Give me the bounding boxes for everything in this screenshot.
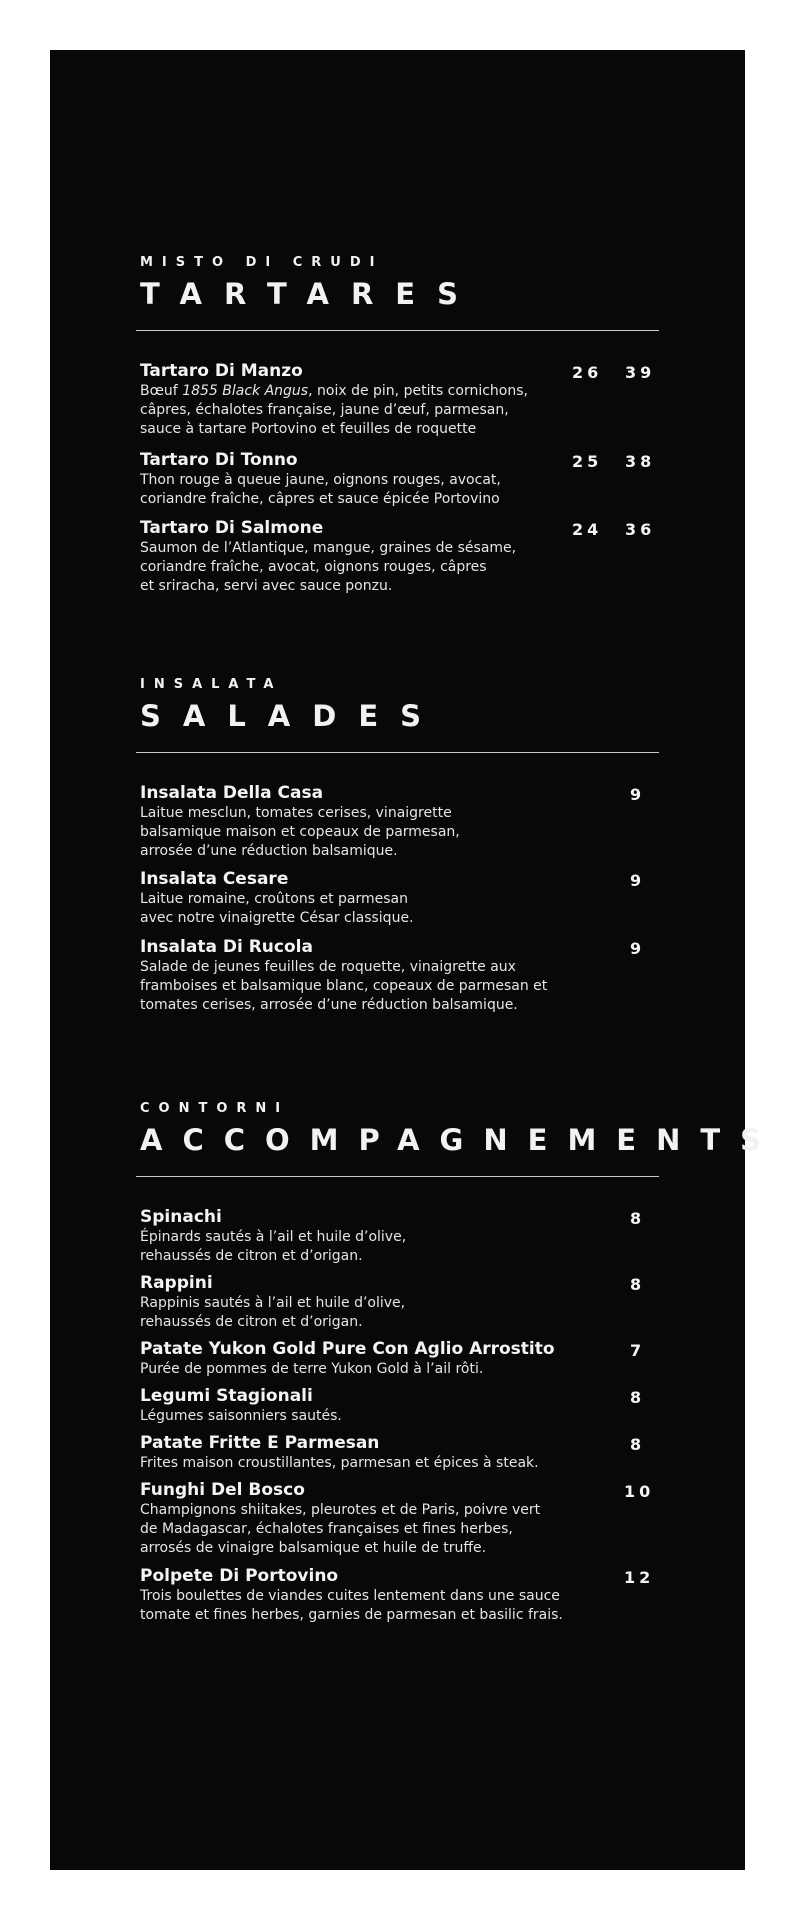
menu-item-tartaro-di-salmone — [140, 518, 665, 596]
item-name: Insalata Di Rucola — [140, 937, 313, 957]
menu-page — [50, 50, 782, 1870]
item-name: Rappini — [140, 1273, 213, 1293]
item-price-small: 26 — [572, 363, 603, 382]
item-name: Funghi Del Bosco — [140, 1480, 305, 1500]
item-description: Légumes saisonniers sautés. — [140, 1408, 342, 1424]
item-price: 8 — [630, 1388, 646, 1407]
section-title: ACCOMPAGNEMENTS — [140, 1123, 782, 1157]
item-description: Laitue romaine, croûtons et parmesan avec notre vinaigrette César classique. — [140, 891, 414, 926]
menu-item-insalata-cesare — [140, 869, 665, 928]
item-name: Legumi Stagionali — [140, 1386, 313, 1406]
item-name: Polpete Di Portovino — [140, 1566, 339, 1586]
item-price: 7 — [630, 1341, 646, 1360]
section-subtitle: INSALATA — [140, 677, 283, 692]
section-tartares — [140, 255, 665, 594]
item-description-emphasis: 1855 Black Angus — [182, 383, 309, 399]
item-price-large: 36 — [625, 520, 656, 539]
menu-item-spinachi — [140, 1207, 665, 1266]
item-price: 9 — [630, 939, 646, 958]
menu-item-legumi-stagionali — [140, 1386, 665, 1426]
item-name: Tartaro Di Tonno — [140, 450, 298, 470]
item-price: 10 — [624, 1482, 655, 1501]
menu-item-polpete-di-portovino — [140, 1566, 665, 1625]
item-price: 12 — [624, 1568, 655, 1587]
item-name: Patate Fritte E Parmesan — [140, 1433, 380, 1453]
item-price: 9 — [630, 871, 646, 890]
item-price: 8 — [630, 1435, 646, 1454]
item-price-large: 39 — [625, 363, 656, 382]
section-title: SALADES — [140, 699, 444, 733]
item-description: Thon rouge à queue jaune, oignons rouges, avocat, coriandre fraîche, câpres et sauce épicée Portovino — [140, 472, 501, 507]
menu-item-tartaro-di-tonno — [140, 450, 665, 509]
item-description: Saumon de l’Atlantique, mangue, graines de sésame, coriandre fraîche, avocat, oignons rouges, câpres et sriracha, servi avec sauce ponzu. — [140, 540, 517, 594]
section-divider — [136, 1176, 659, 1177]
item-description: Purée de pommes de terre Yukon Gold à l’ail rôti. — [140, 1361, 484, 1377]
menu-item-insalata-di-rucola — [140, 937, 665, 1015]
item-description: Champignons shiitakes, pleurotes et de Paris, poivre vert de Madagascar, échalotes françaises et fines herbes, arrosés de vinaigre balsamique et huile de truffe. — [140, 1502, 541, 1556]
item-description: Trois boulettes de viandes cuites lentement dans une sauce tomate et fines herbes, garnies de parmesan et basilic frais. — [140, 1588, 563, 1623]
item-name: Insalata Della Casa — [140, 783, 324, 803]
item-description: Bœuf 1855 Black Angus, noix de pin, petits cornichons, câpres, échalotes française, jaune d’œuf, parmesan, sauce à tartare Portovino et feuilles de roquette — [140, 383, 528, 437]
item-description: Frites maison croustillantes, parmesan et épices à steak. — [140, 1455, 539, 1471]
item-description: Rappinis sautés à l’ail et huile d’olive, rehaussés de citron et d’origan. — [140, 1295, 406, 1330]
section-divider — [136, 330, 659, 331]
section-divider — [136, 752, 659, 753]
menu-item-patate-fritte — [140, 1433, 665, 1473]
section-title: TARTARES — [140, 277, 481, 311]
item-name: Tartaro Di Manzo — [140, 361, 303, 381]
section-salades — [140, 677, 665, 1013]
item-price-small: 24 — [572, 520, 603, 539]
menu-item-patate-yukon-gold — [140, 1339, 665, 1379]
item-name: Patate Yukon Gold Pure Con Aglio Arrostito — [140, 1339, 555, 1359]
section-subtitle: CONTORNI — [140, 1101, 290, 1116]
item-price: 8 — [630, 1209, 646, 1228]
item-name: Insalata Cesare — [140, 869, 289, 889]
item-name: Spinachi — [140, 1207, 222, 1227]
section-subtitle: MISTO DI CRUDI — [140, 255, 384, 270]
item-price: 9 — [630, 785, 646, 804]
menu-item-funghi-del-bosco — [140, 1480, 665, 1558]
item-price-small: 25 — [572, 452, 603, 471]
menu-item-insalata-della-casa — [140, 783, 665, 861]
item-description: Épinards sautés à l’ail et huile d’olive, rehaussés de citron et d’origan. — [140, 1229, 407, 1264]
item-description: Salade de jeunes feuilles de roquette, vinaigrette aux framboises et balsamique blanc, copeaux de parmesan et tomates cerises, arrosée d’une réduction balsamique. — [140, 959, 548, 1013]
menu-item-tartaro-di-manzo — [140, 361, 665, 439]
menu-item-rappini — [140, 1273, 665, 1332]
item-price: 8 — [630, 1275, 646, 1294]
section-accompagnements — [140, 1101, 782, 1623]
item-description: Laitue mesclun, tomates cerises, vinaigrette balsamique maison et copeaux de parmesan, arrosée d’une réduction balsamique. — [140, 805, 460, 859]
item-name: Tartaro Di Salmone — [140, 518, 324, 538]
item-price-large: 38 — [625, 452, 656, 471]
